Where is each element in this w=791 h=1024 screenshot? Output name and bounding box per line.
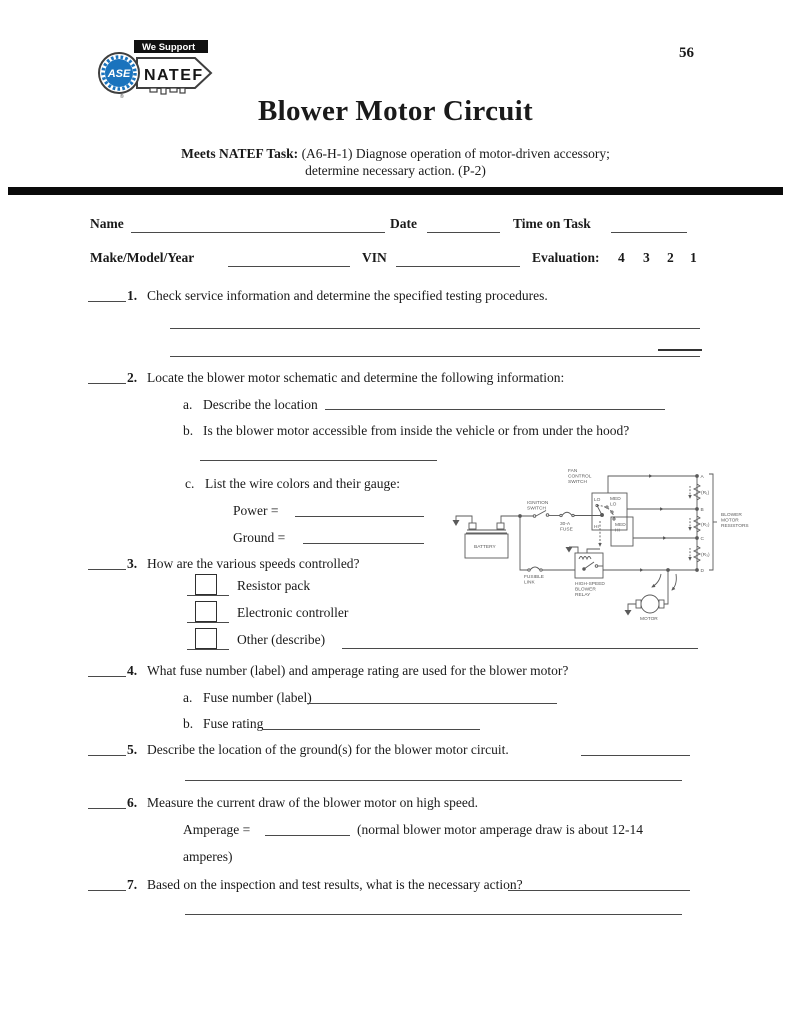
q2-text: Locate the blower motor schematic and determine the following information: bbox=[147, 370, 565, 385]
electronic-controller-check-line bbox=[187, 622, 229, 623]
electronic-controller-checkbox[interactable] bbox=[195, 601, 217, 622]
q5-status-blank[interactable] bbox=[88, 755, 126, 756]
q7-answer-start[interactable] bbox=[508, 890, 690, 891]
natef-logo bbox=[98, 40, 222, 102]
q2a-text: Describe the location bbox=[203, 397, 318, 412]
other-check-line bbox=[187, 649, 229, 650]
ground-field[interactable] bbox=[303, 543, 424, 544]
logo-tagline: We Support bbox=[142, 42, 196, 53]
med-hi-label: MED HI bbox=[615, 523, 626, 534]
q7-text: Based on the inspection and test results, what is the necessary action? bbox=[147, 877, 523, 892]
ignition-switch-label: IGNITION SWITCH bbox=[527, 501, 549, 512]
terminal-d: D bbox=[700, 569, 704, 574]
q1-status-blank[interactable] bbox=[88, 301, 126, 302]
fusible-link-label: FUSIBLE LINK bbox=[524, 575, 544, 586]
q2b-answer-line[interactable] bbox=[200, 460, 437, 461]
electronic-controller-label: Electronic controller bbox=[237, 605, 349, 620]
page-title: Blower Motor Circuit bbox=[257, 95, 533, 127]
relay-label: HIGH-SPEED BLOWER RELAY bbox=[575, 582, 605, 598]
q4a-text: Fuse number (label) bbox=[203, 690, 312, 705]
q4-text: What fuse number (label) and amperage rating are used for the blower motor? bbox=[147, 663, 569, 678]
other-label: Other (describe) bbox=[237, 632, 326, 647]
eval-score-2: 2 bbox=[667, 250, 674, 265]
name-field[interactable] bbox=[131, 232, 385, 233]
resistor-pack-label: Resistor pack bbox=[237, 578, 311, 593]
q3-text: How are the various speeds controlled? bbox=[147, 556, 360, 571]
registered-mark: ® bbox=[120, 94, 124, 100]
terminal-a: A bbox=[700, 475, 704, 480]
q2b-letter: b. bbox=[183, 423, 194, 438]
q4b-text: Fuse rating bbox=[203, 716, 264, 731]
vin-field[interactable] bbox=[396, 266, 520, 267]
natef-task-line bbox=[0, 146, 791, 161]
q4-status-blank[interactable] bbox=[88, 676, 126, 677]
q5-answer-start[interactable] bbox=[581, 755, 690, 756]
q1-answer-line-1[interactable] bbox=[170, 328, 700, 329]
q2a-answer-line[interactable] bbox=[325, 409, 665, 410]
med-lo-label: MED LO bbox=[610, 497, 621, 508]
amperage-field[interactable] bbox=[265, 835, 350, 836]
natef-task-line-2: determine necessary action. (P-2) bbox=[305, 163, 486, 178]
ground-label: Ground = bbox=[233, 530, 286, 545]
time-on-task-field[interactable] bbox=[611, 232, 687, 233]
natef-wordmark: NATEF bbox=[144, 67, 204, 84]
task-label: Meets NATEF Task: bbox=[181, 146, 299, 161]
r1-label: (R₁) bbox=[701, 491, 710, 496]
power-label: Power = bbox=[233, 503, 279, 518]
fuse-number-field[interactable] bbox=[307, 703, 557, 704]
r3-label: (R₃) bbox=[701, 553, 710, 558]
q3-status-blank[interactable] bbox=[88, 569, 126, 570]
eval-score-3: 3 bbox=[643, 250, 650, 265]
q3-number: 3. bbox=[127, 556, 138, 571]
other-checkbox[interactable] bbox=[195, 628, 217, 649]
q6-number: 6. bbox=[127, 795, 138, 810]
eval-score-1: 1 bbox=[690, 250, 697, 265]
motor-label: MOTOR bbox=[640, 617, 658, 622]
q4-number: 4. bbox=[127, 663, 138, 678]
q7-answer-line[interactable] bbox=[185, 914, 682, 915]
hi-label: HI bbox=[594, 525, 599, 530]
ase-label: ASE bbox=[107, 68, 131, 80]
stray-scan-mark bbox=[658, 349, 702, 351]
q4a-letter: a. bbox=[183, 690, 193, 705]
other-describe-line[interactable] bbox=[342, 648, 698, 649]
q6-status-blank[interactable] bbox=[88, 808, 126, 809]
amperage-label: Amperage = bbox=[183, 822, 251, 837]
vin-label: VIN bbox=[362, 250, 387, 265]
resistor-pack-check-line bbox=[187, 595, 229, 596]
fuse-label: 30-A FUSE bbox=[560, 522, 573, 533]
lo-label: LO bbox=[594, 498, 601, 503]
q7-number: 7. bbox=[127, 877, 138, 892]
q1-number: 1. bbox=[127, 288, 138, 303]
fuse-rating-field[interactable] bbox=[262, 729, 480, 730]
date-label: Date bbox=[390, 216, 417, 231]
blower-circuit-schematic bbox=[440, 458, 750, 630]
date-field[interactable] bbox=[427, 232, 500, 233]
make-model-year-field[interactable] bbox=[228, 266, 350, 267]
power-field[interactable] bbox=[295, 516, 424, 517]
name-label: Name bbox=[90, 216, 124, 231]
terminal-b: B bbox=[700, 508, 704, 513]
q2c-text: List the wire colors and their gauge: bbox=[205, 476, 400, 491]
q6-text: Measure the current draw of the blower motor on high speed. bbox=[147, 795, 479, 810]
q5-number: 5. bbox=[127, 742, 138, 757]
q2-status-blank[interactable] bbox=[88, 383, 126, 384]
evaluation-label: Evaluation: bbox=[532, 250, 600, 265]
eval-score-4: 4 bbox=[618, 250, 625, 265]
q5-answer-line[interactable] bbox=[185, 780, 682, 781]
make-model-year-label: Make/Model/Year bbox=[90, 250, 195, 265]
q4b-letter: b. bbox=[183, 716, 194, 731]
q2b-text: Is the blower motor accessible from inside the vehicle or from under the hood? bbox=[203, 423, 630, 438]
q1-text: Check service information and determine the specified testing procedures. bbox=[147, 288, 548, 303]
q7-status-blank[interactable] bbox=[88, 890, 126, 891]
q2a-letter: a. bbox=[183, 397, 193, 412]
amperage-note: (normal blower motor amperage draw is about 12-14 bbox=[357, 822, 644, 837]
time-on-task-label: Time on Task bbox=[513, 216, 591, 231]
q5-text: Describe the location of the ground(s) for the blower motor circuit. bbox=[147, 742, 509, 757]
q2c-letter: c. bbox=[185, 476, 195, 491]
resistors-label: BLOWER MOTOR RESISTORS bbox=[721, 513, 749, 529]
page-number: 56 bbox=[679, 45, 694, 61]
battery-label: BATTERY bbox=[474, 545, 496, 550]
q2-number: 2. bbox=[127, 370, 138, 385]
r2-label: (R₂) bbox=[701, 523, 710, 528]
resistor-pack-checkbox[interactable] bbox=[195, 574, 217, 595]
task-text: (A6-H-1) Diagnose operation of motor-driven accessory; bbox=[301, 146, 610, 161]
amperage-note-2: amperes) bbox=[183, 849, 233, 864]
q1-answer-line-2[interactable] bbox=[170, 356, 700, 357]
terminal-c: C bbox=[700, 537, 704, 542]
header-divider bbox=[8, 187, 783, 195]
fan-control-switch-label: FAN CONTROL SWITCH bbox=[568, 469, 592, 485]
